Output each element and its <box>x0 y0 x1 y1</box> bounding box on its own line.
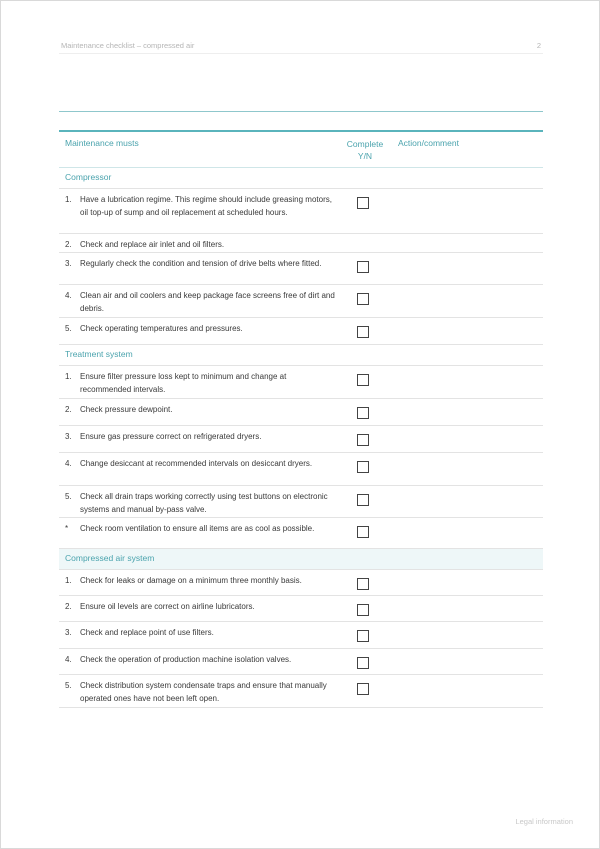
complete-checkbox[interactable] <box>357 461 369 473</box>
column-header-musts: Maintenance musts <box>65 138 139 148</box>
section-title: Treatment system <box>65 349 133 359</box>
item-text: Ensure oil levels are correct on airline lubricators. <box>80 602 255 611</box>
item-text: Check and replace air inlet and oil filters. <box>80 240 225 249</box>
complete-checkbox[interactable] <box>357 578 369 590</box>
table-row <box>59 234 543 253</box>
table-row <box>59 189 543 234</box>
item-number: 5. <box>65 492 72 501</box>
table-row <box>59 318 543 345</box>
item-text: Check operating temperatures and pressures. <box>80 324 243 333</box>
table-row <box>59 399 543 426</box>
item-number: 4. <box>65 655 72 664</box>
item-text: Change desiccant at recommended intervals on desiccant dryers. <box>80 459 313 468</box>
complete-checkbox[interactable] <box>357 374 369 386</box>
item-text: Check room ventilation to ensure all items are as cool as possible. <box>80 524 315 533</box>
table-row <box>59 366 543 399</box>
section-title: Compressor <box>65 172 112 182</box>
table-row <box>59 649 543 675</box>
item-number: 3. <box>65 628 72 637</box>
footer-legal-text: Legal information <box>515 817 573 826</box>
column-header-complete-line2: Y/N <box>357 151 373 161</box>
table-row <box>59 426 543 453</box>
item-text: Check for leaks or damage on a minimum three monthly basis. <box>80 576 302 585</box>
item-number: 5. <box>65 681 72 690</box>
complete-checkbox[interactable] <box>357 683 369 695</box>
column-header-action: Action/comment <box>398 138 459 148</box>
item-text: Check the operation of production machine isolation valves. <box>80 655 292 664</box>
complete-checkbox[interactable] <box>357 657 369 669</box>
complete-checkbox[interactable] <box>357 197 369 209</box>
item-text: Check pressure dewpoint. <box>80 405 173 414</box>
item-text: Regularly check the condition and tension of drive belts where fitted. <box>80 259 322 268</box>
section-compressor <box>59 168 543 189</box>
table-row <box>59 285 543 318</box>
item-number: 5. <box>65 324 72 333</box>
table-top-divider <box>59 111 543 112</box>
running-head: Maintenance checklist – compressed air <box>61 41 195 50</box>
complete-checkbox[interactable] <box>357 293 369 305</box>
item-number: 1. <box>65 195 72 204</box>
header-divider <box>59 53 543 54</box>
item-text: Ensure gas pressure correct on refrigerated dryers. <box>80 432 262 441</box>
complete-checkbox[interactable] <box>357 261 369 273</box>
table-row <box>59 622 543 649</box>
table-row <box>59 486 543 518</box>
column-header-complete <box>335 138 395 162</box>
complete-checkbox[interactable] <box>357 434 369 446</box>
complete-checkbox[interactable] <box>357 326 369 338</box>
table-row <box>59 518 543 549</box>
maintenance-table <box>59 130 543 708</box>
table-row <box>59 453 543 486</box>
item-number: 4. <box>65 459 72 468</box>
item-text: Check and replace point of use filters. <box>80 628 214 637</box>
item-text: Check distribution system condensate traps and ensure that manually operated ones have not been left open. <box>80 681 327 703</box>
item-text: Clean air and oil coolers and keep package face screens free of dirt and debris. <box>80 291 335 313</box>
section-title: Compressed air system <box>65 553 155 563</box>
complete-checkbox[interactable] <box>357 604 369 616</box>
table-row <box>59 253 543 285</box>
item-text: Check all drain traps working correctly using test buttons on electronic systems and manual by-pass valve. <box>80 492 328 514</box>
table-row <box>59 570 543 596</box>
table-row <box>59 675 543 708</box>
complete-checkbox[interactable] <box>357 407 369 419</box>
item-number: 3. <box>65 432 72 441</box>
item-number: 3. <box>65 259 72 268</box>
section-treatment-system <box>59 345 543 366</box>
item-number: 2. <box>65 405 72 414</box>
table-row <box>59 596 543 622</box>
item-number: 1. <box>65 576 72 585</box>
item-text: Ensure filter pressure loss kept to minimum and change at recommended intervals. <box>80 372 287 394</box>
complete-checkbox[interactable] <box>357 630 369 642</box>
column-header-complete-line1: Complete <box>346 139 384 149</box>
item-text: Have a lubrication regime. This regime should include greasing motors, oil top-up of sump and oil replacement at scheduled hours. <box>80 195 332 217</box>
complete-checkbox[interactable] <box>357 526 369 538</box>
table-header <box>59 130 543 168</box>
complete-checkbox[interactable] <box>357 494 369 506</box>
item-number: 1. <box>65 372 72 381</box>
section-compressed-air-system <box>59 549 543 570</box>
item-number: 4. <box>65 291 72 300</box>
item-number: * <box>65 524 69 533</box>
page-number: 2 <box>536 41 541 50</box>
item-number: 2. <box>65 240 72 249</box>
item-number: 2. <box>65 602 72 611</box>
